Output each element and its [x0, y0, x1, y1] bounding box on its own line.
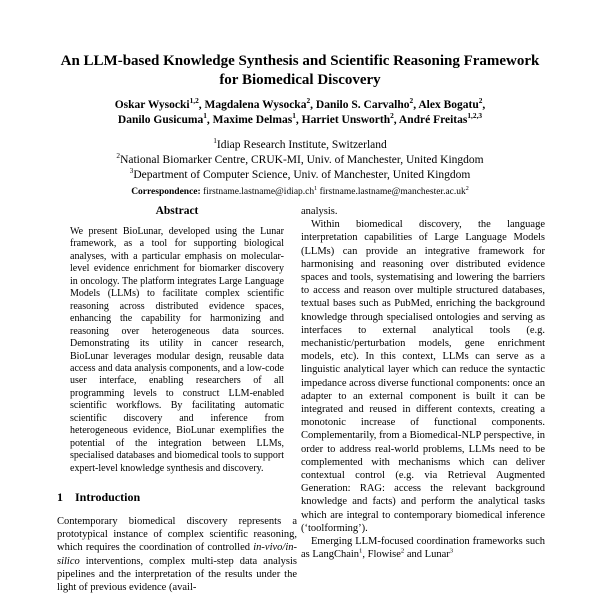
body-paragraph: [301, 535, 545, 561]
paper-title: An LLM-based Knowledge Synthesis and Scientific Reasoning Framework for Biomedical Discovery: [60, 53, 540, 88]
italic-term: in-vivo/in-silico: [57, 542, 297, 567]
correspondence-email-1: firstname.lastname@idiap.ch: [200, 187, 315, 197]
correspondence-superscript: 2: [465, 185, 469, 192]
body-paragraph: Within biomedical discovery, the language interpretation capabilities of Large Language Models (LLMs) can provide an integrative framework for harmonising and reasoning over distributed evidence spaces and tools, systematising and lowering the barriers to access and reason over multiple structured databases, textual bases such as PubMed, enriching the background knowledge through specialised ontologies and serving as interfaces to external analytical tools (e.g. mechanistic/perturbation models, gene enrichment models, etc). In this context, LLMs can serve as a linguistic analytical layer which can reduce the syntactic impedance across diverse functional components: once an adapter to an external component is built it can be integrated and reused in different contexts, creating a monotonic increase of functional components. Complementarily, from a Biomedical-NLP perspective, in order to address real-world problems, LLMs need to be complemented with mechanisms which can deliver contextual control (e.g. via Retrieval Augmented Generation: RAG: access the relevant background knowledge and facts) and perform the analytical tasks which are integral to contemporary biomedical inference (‘toolforming’).: [301, 219, 545, 534]
correspondence-line: [0, 186, 600, 199]
author-separator: ,: [413, 99, 419, 111]
affiliation-line: [0, 168, 600, 183]
author-line-2: [60, 113, 540, 128]
author-name: Magdalena Wysocka: [204, 99, 307, 111]
body-text: Emerging LLM-focused coordination frameworks such as LangChain: [301, 536, 545, 561]
author-name: Maxime Delmas: [212, 114, 293, 126]
affiliation-line: [0, 153, 600, 168]
author-separator: ,: [206, 114, 213, 126]
author-name: Harriet Unsworth: [301, 114, 391, 126]
intro-paragraph: [57, 515, 297, 594]
correspondence-superscript: 1: [314, 185, 318, 192]
author-name: Oskar Wysocki: [114, 99, 190, 111]
abstract-heading: Abstract: [155, 205, 199, 217]
section-number: 1: [57, 490, 63, 505]
footnote-superscript: 1: [359, 547, 363, 555]
author-superscript: 1: [292, 111, 296, 121]
author-superscript: 2: [409, 96, 414, 106]
author-superscript: 2: [478, 96, 483, 106]
author-name: Alex Bogatu: [418, 99, 479, 111]
affiliation-superscript: 3: [129, 166, 134, 176]
correspondence-label: Correspondence:: [131, 187, 201, 197]
right-column: [301, 205, 545, 561]
intro-text: Contemporary biomedical discovery represents a prototypical instance of complex scientific reasoning, which requires the coordination of controlled: [57, 516, 297, 554]
body-text: , Flowise: [362, 549, 401, 561]
intro-text: interventions, complex multi-step data analysis pipelines and the interpretation of the results under the light of previous evidence (avail-: [57, 555, 297, 594]
author-name: Danilo Gusicuma: [117, 114, 204, 126]
author-separator: ,: [310, 99, 316, 111]
author-superscript: 1,2,3: [467, 111, 483, 121]
author-superscript: 2: [306, 96, 311, 106]
author-superscript: 1: [203, 111, 207, 121]
affiliation-text: Idiap Research Institute, Switzerland: [216, 139, 387, 151]
affiliation-superscript: 1: [213, 136, 217, 146]
author-name: Danilo S. Carvalho: [315, 99, 410, 111]
author-separator: ,: [198, 99, 205, 111]
affiliation-text: National Biomarker Centre, CRUK-MI, Univ. of Manchester, United Kingdom: [120, 154, 484, 166]
affiliation-superscript: 2: [116, 151, 121, 161]
author-separator: ,: [393, 114, 399, 126]
footnote-superscript: 2: [400, 547, 405, 555]
body-text: and Lunar: [404, 549, 450, 561]
paragraph-continuation: analysis.: [301, 206, 338, 217]
correspondence-email-2: firstname.lastname@manchester.ac.uk: [317, 187, 466, 197]
section-heading: [57, 490, 297, 505]
affiliation-line: [0, 138, 600, 153]
author-separator: ,: [482, 99, 486, 111]
left-column: [57, 205, 297, 594]
author-superscript: 1,2: [189, 96, 199, 106]
abstract-text: We present BioLunar, developed using the Lunar framework, as a tool for supporting biological analyses, with a particular emphasis on molecular-level evidence enrichment for biomarker discovery in oncology. The platform integrates Large Language Models (LLMs) to facilitate complex scientific reasoning across distributed evidence spaces, enhancing the capability for harmonizing and reasoning over heterogeneous data sources. Demonstrating its utility in cancer research, BioLunar leverages modular design, reusable data access and data analysis components, and a low-code user interface, enabling researchers of all programming levels to construct LLM-enabled scientific workflows. By facilitating automatic scientific discovery and inference from heterogeneous evidence, BioLunar exemplifies the potential of the integration between LLMs, specialised databases and biomedical tools to support expert-level knowledge synthesis and discovery.: [70, 226, 284, 474]
author-name: André Freitas: [398, 114, 468, 126]
affiliation-text: Department of Computer Science, Univ. of Manchester, United Kingdom: [133, 169, 471, 181]
author-separator: ,: [295, 114, 302, 126]
author-list: [60, 98, 540, 128]
affiliation-list: [0, 138, 600, 183]
footnote-superscript: 3: [449, 547, 454, 555]
author-superscript: 2: [390, 111, 394, 121]
section-title: Introduction: [75, 490, 141, 505]
